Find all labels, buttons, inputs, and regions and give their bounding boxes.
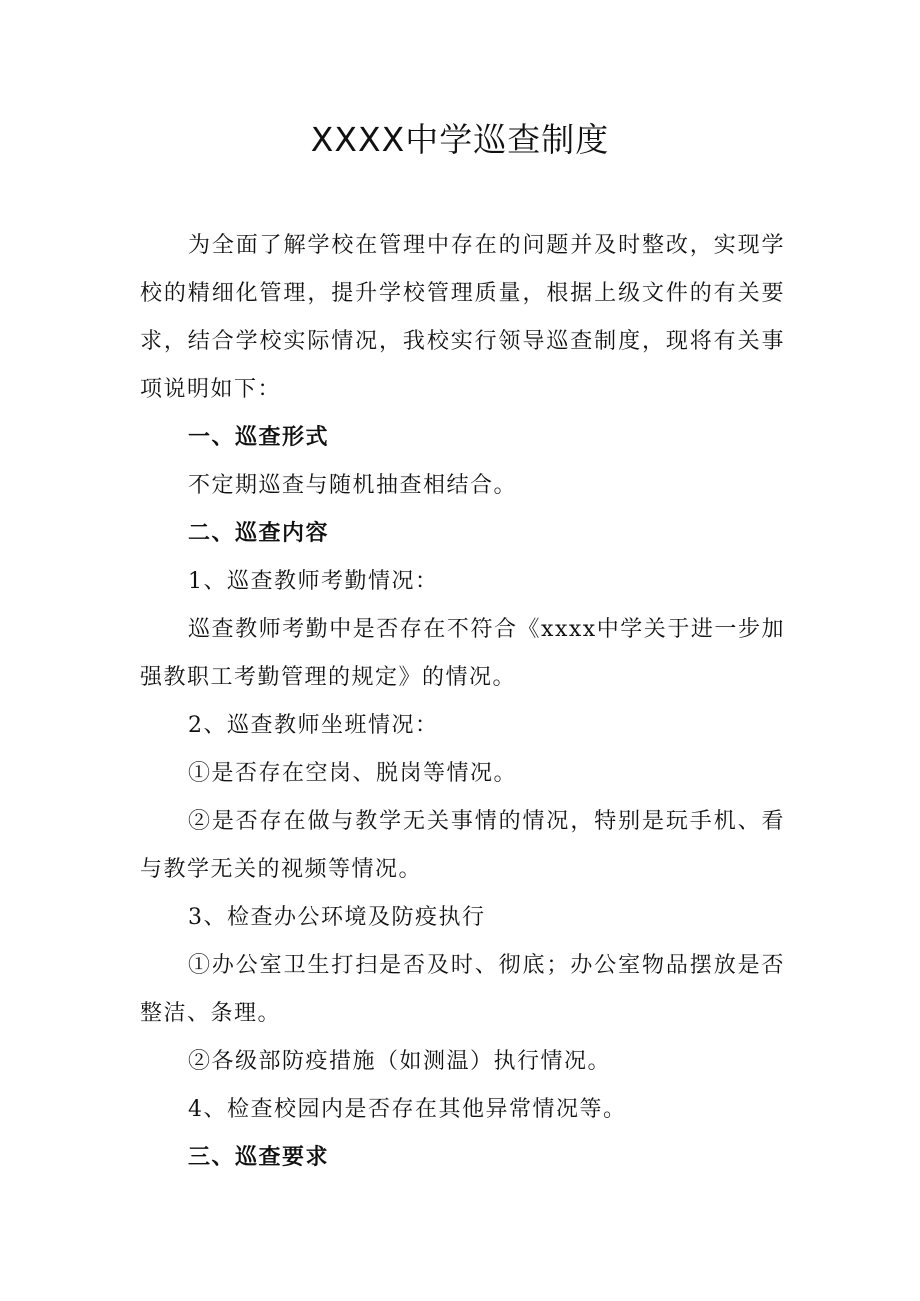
- item1-title: 1、巡查教师考勤情况：: [188, 569, 439, 594]
- section-heading-requirements: 三、巡查要求: [188, 1145, 330, 1170]
- section-form-text: 不定期巡查与随机抽查相结合。: [188, 473, 518, 498]
- item3-point-a: ①办公室卫生打扫是否及时、彻底；办公室物品摆放是否整洁、条理。: [140, 953, 785, 1026]
- document-body: [140, 222, 785, 1182]
- item1-text: 巡查教师考勤中是否存在不符合《xxxx中学关于进一步加强教职工考勤管理的规定》的情况。: [140, 617, 785, 690]
- section-heading-content: 二、巡查内容: [188, 521, 330, 546]
- intro-paragraph: 为全面了解学校在管理中存在的问题并及时整改，实现学校的精细化管理，提升学校管理质量，根据上级文件的有关要求，结合学校实际情况，我校实行领导巡查制度，现将有关事项说明如下：: [140, 233, 785, 402]
- section-heading-form: 一、巡查形式: [188, 425, 330, 450]
- item3-point-b: ②各级部防疫措施（如测温）执行情况。: [188, 1049, 612, 1074]
- item2-point-a: ①是否存在空岗、脱岗等情况。: [188, 761, 518, 786]
- document-title: XXXX中学巡查制度: [310, 120, 610, 159]
- item2-title: 2、巡查教师坐班情况：: [188, 713, 439, 738]
- item3-title: 3、检查办公环境及防疫执行: [188, 905, 486, 930]
- item4-title: 4、检查校园内是否存在其他异常情况等。: [188, 1097, 627, 1122]
- item2-point-b: ②是否存在做与教学无关事情的情况，特别是玩手机、看与教学无关的视频等情况。: [140, 809, 785, 882]
